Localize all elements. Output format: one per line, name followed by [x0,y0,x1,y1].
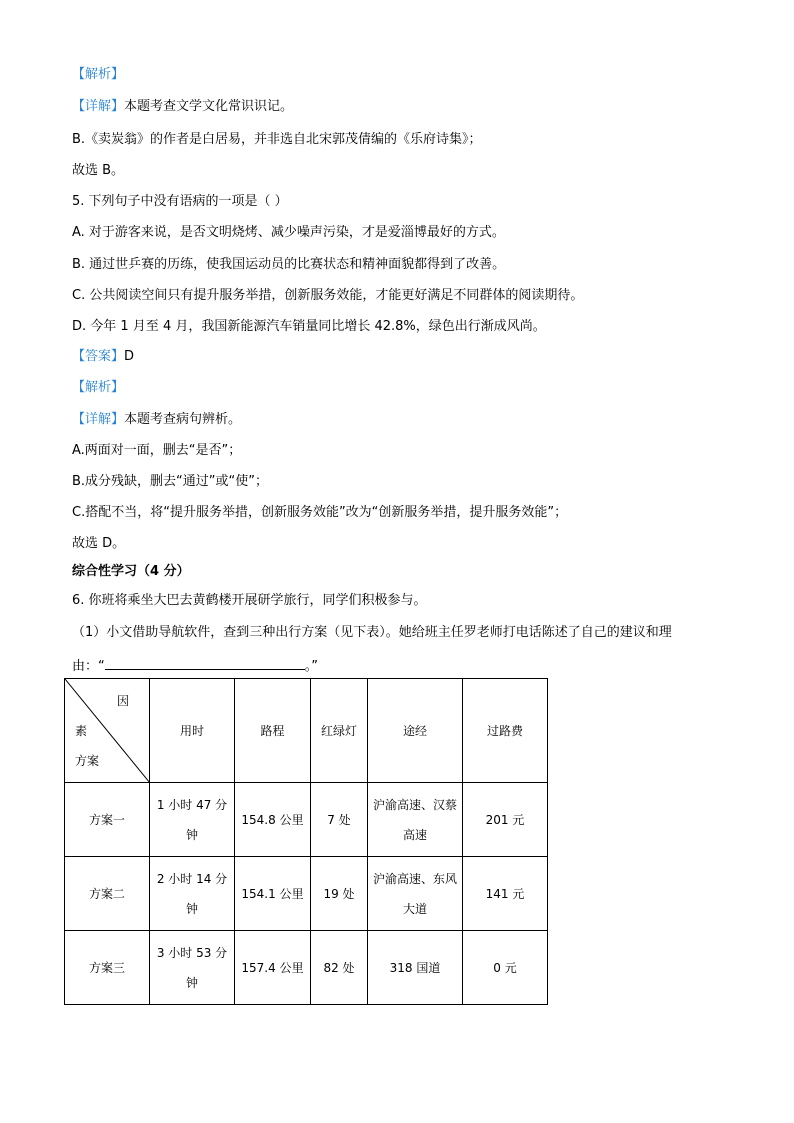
plan-route: 沪渝高速、汉蔡高速 [368,783,463,857]
header-lights: 红绿灯 [311,679,368,783]
plan-name: 方案二 [65,857,150,931]
plan-lights: 7 处 [311,783,368,857]
answer-label: 【答案】 [72,349,125,364]
answer-choice-line: 故选 B。 [72,163,125,178]
plan-lights: 19 处 [311,857,368,931]
table-row [65,857,548,931]
detail-line-2 [72,411,241,429]
header-toll: 过路费 [463,679,548,783]
plan-time: 3 小时 53 分钟 [150,931,235,1005]
header-time: 用时 [150,679,235,783]
answer-value: D [124,349,135,364]
section-title: 综合性学习（4 分） [72,564,190,579]
plan-distance: 154.1 公里 [235,857,311,931]
detail-line-1 [72,98,293,116]
detail-text: 本题考查文学文化常识识记。 [124,99,294,114]
table-row [65,931,548,1005]
plan-route: 沪渝高速、东风大道 [368,857,463,931]
answer-line [72,348,134,366]
analysis-label-2: 【解析】 [72,380,125,395]
plan-toll: 141 元 [463,857,548,931]
explain-line-b: B.《卖炭翁》的作者是白居易，并非选自北宋郭茂倩编的《乐府诗集》； [72,132,482,147]
corner-factor-label: 因 [116,694,129,708]
question-5: 5. 下列句子中没有语病的一项是（ ） [72,194,288,209]
table-row [65,783,548,857]
plan-toll: 201 元 [463,783,548,857]
reason-prefix: 由：“ [72,659,105,674]
plan-distance: 157.4 公里 [235,931,311,1005]
option-d: D. 今年 1 月至 4 月，我国新能源汽车销量同比增长 42.8%，绿色出行渐成风尚。 [72,319,546,334]
plan-name: 方案三 [65,931,150,1005]
answer-blank[interactable] [105,655,305,670]
header-distance: 路程 [235,679,311,783]
answer-choice-line-2: 故选 D。 [72,536,126,551]
analysis-label-1: 【解析】 [72,67,125,82]
plan-name: 方案一 [65,783,150,857]
plan-lights: 82 处 [311,931,368,1005]
corner-header-cell [65,679,150,783]
option-a: A. 对于游客来说，是否文明烧烤、减少噪声污染，才是爱淄博最好的方式。 [72,225,505,240]
explain-line-a: A.两面对一面，删去“是否”； [72,443,242,458]
explain-line-c: C.搭配不当，将“提升服务举措，创新服务效能”改为“创新服务举措，提升服务效能”； [72,505,568,520]
detail-text: 本题考查病句辨析。 [124,412,242,427]
table-header-row [65,679,548,783]
plan-distance: 154.8 公里 [235,783,311,857]
option-b: B. 通过世乒赛的历练，使我国运动员的比赛状态和精神面貌都得到了改善。 [72,257,506,272]
plan-time: 1 小时 47 分钟 [150,783,235,857]
corner-factor-label-2: 素 [75,724,88,738]
question-6: 6. 你班将乘坐大巴去黄鹤楼开展研学旅行，同学们积极参与。 [72,593,427,608]
travel-options-table [64,678,548,1005]
question-6-1: （1）小文借助导航软件，查到三种出行方案（见下表）。她给班主任罗老师打电话陈述了自己的建议和理 [72,625,672,640]
plan-time: 2 小时 14 分钟 [150,857,235,931]
header-route: 途经 [368,679,463,783]
question-6-1-cont [72,655,318,676]
option-c: C. 公共阅读空间只有提升服务举措，创新服务效能，才能更好满足不同群体的阅读期待。 [72,288,584,303]
plan-toll: 0 元 [463,931,548,1005]
reason-suffix: 。” [304,659,318,674]
detail-label: 【详解】 [72,99,125,114]
detail-label: 【详解】 [72,412,125,427]
corner-plan-label: 方案 [75,754,100,768]
explain-line-b2: B.成分残缺，删去“通过”或“使”； [72,474,268,489]
plan-route: 318 国道 [368,931,463,1005]
